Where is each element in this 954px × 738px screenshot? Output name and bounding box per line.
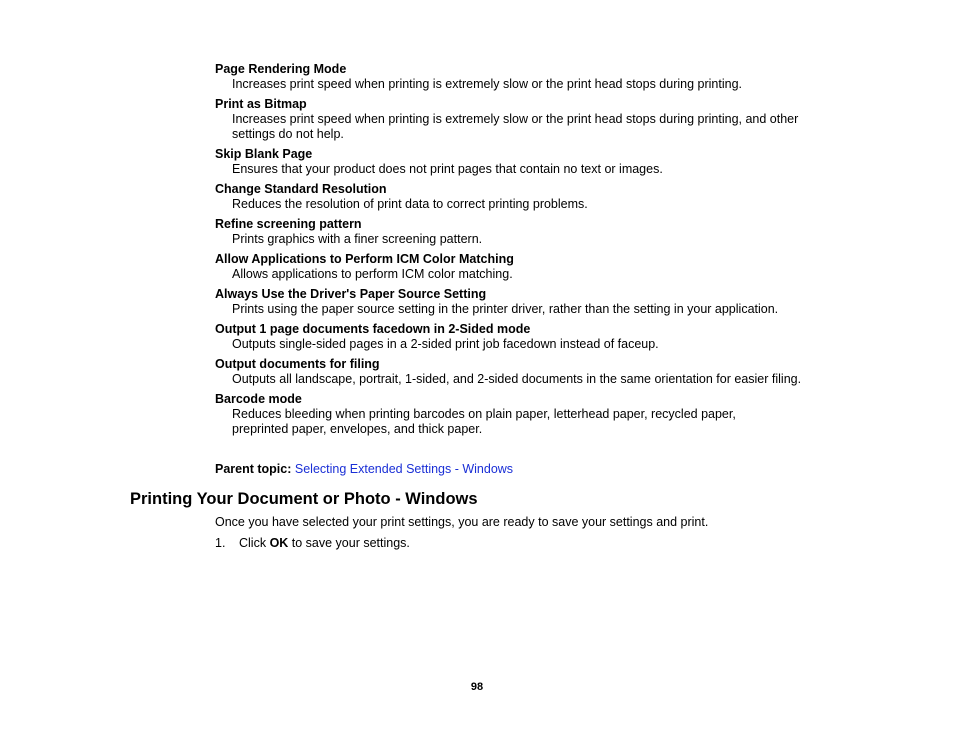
setting-term: Allow Applications to Perform ICM Color Matching — [215, 252, 514, 266]
setting-term: Change Standard Resolution — [215, 182, 387, 196]
setting-description: Increases print speed when printing is extremely slow or the print head stops during printing, and other settings do not help. — [232, 112, 799, 141]
setting-description: Reduces bleeding when printing barcodes on plain paper, letterhead paper, recycled paper, preprinted paper, envelopes, and thick paper. — [232, 407, 736, 436]
setting-description: Reduces the resolution of print data to correct printing problems. — [232, 197, 588, 211]
setting-term: Refine screening pattern — [215, 217, 362, 231]
setting-description: Ensures that your product does not print pages that contain no text or images. — [232, 162, 663, 176]
setting-term: Always Use the Driver's Paper Source Setting — [215, 287, 487, 301]
setting-term: Skip Blank Page — [215, 147, 313, 161]
setting-description: Increases print speed when printing is extremely slow or the print head stops during printing. — [232, 77, 742, 91]
setting-entry — [215, 62, 815, 92]
section-intro: Once you have selected your print settings, you are ready to save your settings and print. — [215, 515, 709, 529]
step-text-after: to save your settings. — [288, 536, 410, 550]
setting-entry — [215, 392, 815, 437]
setting-entry — [215, 322, 815, 352]
setting-description: Outputs single-sided pages in a 2-sided print job facedown instead of faceup. — [232, 337, 659, 351]
step-number: 1. — [215, 536, 226, 550]
section-heading: Printing Your Document or Photo - Windows — [130, 490, 478, 508]
setting-entry — [215, 357, 815, 387]
parent-topic-link[interactable]: Selecting Extended Settings - Windows — [294, 462, 514, 476]
setting-term: Barcode mode — [215, 392, 302, 406]
step-item — [215, 536, 410, 551]
page-number: 98 — [470, 681, 484, 693]
setting-term: Output documents for filing — [215, 357, 380, 371]
step-text-before: Click — [239, 536, 270, 550]
setting-description: Outputs all landscape, portrait, 1-sided, and 2-sided documents in the same orientation for easier filing. — [232, 372, 802, 386]
setting-entry — [215, 252, 815, 282]
step-ok-keyword: OK — [269, 536, 289, 550]
setting-description: Prints graphics with a finer screening pattern. — [232, 232, 483, 246]
parent-topic — [215, 462, 513, 477]
setting-term: Output 1 page documents facedown in 2-Sided mode — [215, 322, 531, 336]
setting-term: Print as Bitmap — [215, 97, 307, 111]
settings-definition-list — [215, 62, 815, 442]
setting-description: Allows applications to perform ICM color matching. — [232, 267, 513, 281]
parent-topic-label: Parent topic: — [215, 462, 292, 476]
setting-entry — [215, 287, 815, 317]
setting-description: Prints using the paper source setting in the printer driver, rather than the setting in your application. — [232, 302, 779, 316]
setting-entry — [215, 217, 815, 247]
setting-entry — [215, 182, 815, 212]
setting-term: Page Rendering Mode — [215, 62, 347, 76]
setting-entry — [215, 147, 815, 177]
setting-entry — [215, 97, 815, 142]
